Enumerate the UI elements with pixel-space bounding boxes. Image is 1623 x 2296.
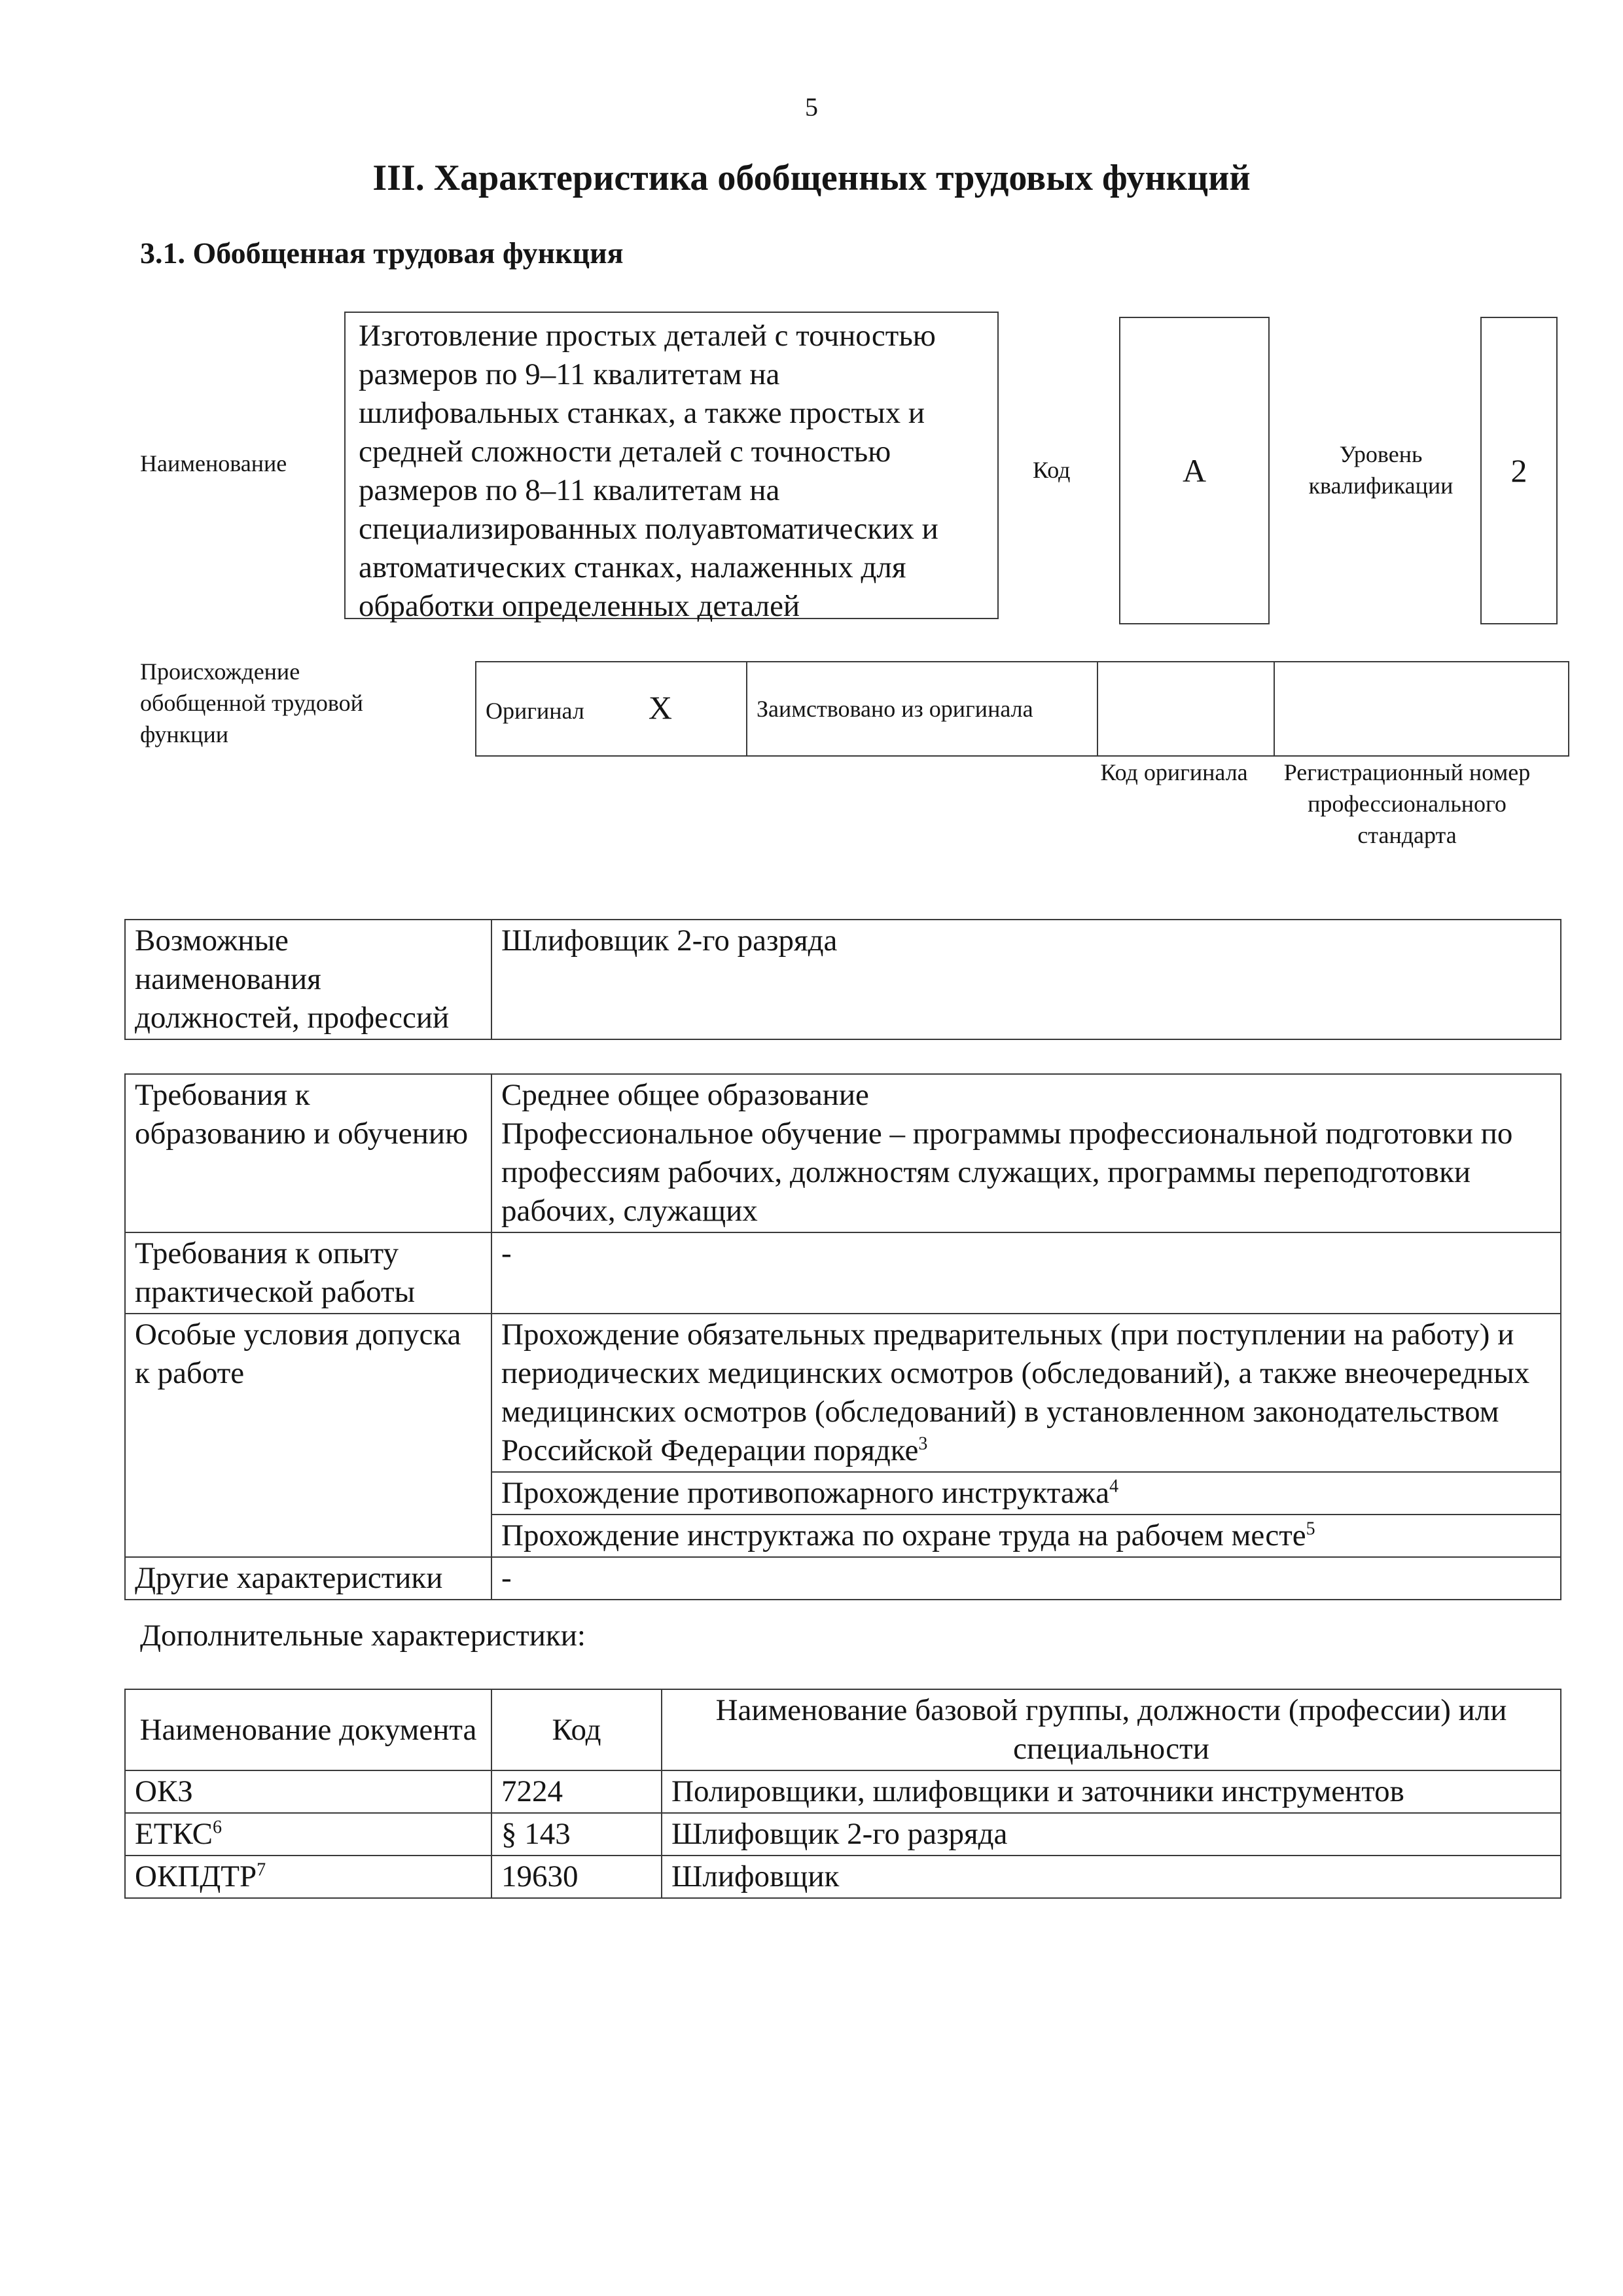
footnote-mark: 5: [1306, 1518, 1315, 1539]
doc-cell: ЕТКС$^6$: [125, 1813, 491, 1856]
code-cell: § 143: [491, 1813, 662, 1856]
table-row: [125, 1813, 1561, 1856]
page-number: 5: [805, 92, 818, 122]
origin-borrowed-label: Заимствовано из оригинала: [757, 696, 1033, 722]
positions-label: Возможные наименования должностей, профессий: [125, 920, 491, 1039]
function-code-value: А: [1182, 452, 1207, 489]
positions-value: Шлифовщик 2-го разряда: [491, 920, 1561, 1039]
additional-header-doc: Наименование документа: [125, 1689, 491, 1770]
qualification-level-box: [1480, 317, 1558, 624]
qualification-level-value: 2: [1510, 452, 1527, 489]
code-label: Код: [1033, 457, 1071, 483]
name-cell: Шлифовщик: [662, 1856, 1561, 1898]
table-row: [125, 1770, 1561, 1813]
origin-code-cell: [1097, 662, 1274, 756]
footnote-mark: 6: [212, 1817, 222, 1838]
additional-header-name: Наименование базовой группы, должности (профессии) или специальности: [662, 1689, 1561, 1770]
footnote-mark: 7: [257, 1859, 266, 1880]
doc-cell: ОКЗ: [125, 1770, 491, 1813]
special-condition-item: Прохождение противопожарного инструктажа$^4$: [491, 1472, 1561, 1515]
function-name-value: Изготовление простых деталей с точностью размеров по 9–11 квалитетам на шлифовальных станках, а также простых и средней сложности деталей с точностью размеров по 8–11 квалитетам на специализированных полуавтоматических и автоматических станках, налаженных для обработки определенных деталей: [359, 319, 938, 623]
origin-reg-number-cell: [1274, 662, 1569, 756]
special-condition-item: Прохождение обязательных предварительных (при поступлении на работу) и периодических медицинских осмотров (обследований), а также внеочередных медицинских осмотров (обследований) в установленном законодательством Российской Федерации порядке$^3$: [491, 1314, 1561, 1472]
name-cell: Полировщики, шлифовщики и заточники инструментов: [662, 1770, 1561, 1813]
qualification-level-label: Уровень квалификации: [1308, 441, 1454, 499]
origin-reg-number-caption: Регистрационный номер профессионального стандарта: [1283, 759, 1531, 848]
requirements-table: [124, 1073, 1561, 1600]
positions-table: [124, 919, 1561, 1040]
special-condition-item: Прохождение инструктажа по охране труда на рабочем месте$^5$: [491, 1515, 1561, 1557]
table-row: [125, 1856, 1561, 1898]
function-name-box: [344, 312, 999, 623]
additional-title: Дополнительные характеристики:: [140, 1619, 586, 1653]
subsection-title: 3.1. Обобщенная трудовая функция: [140, 236, 624, 270]
other-characteristics-label: Другие характеристики: [125, 1557, 491, 1600]
origin-original-label: Оригинал: [486, 697, 584, 724]
function-code-box: [1119, 317, 1270, 624]
other-characteristics-value: -: [491, 1557, 1561, 1600]
origin-borrowed-cell: [747, 662, 1097, 756]
education-label: Требования к образованию и обучению: [125, 1074, 491, 1232]
additional-header-code: Код: [491, 1689, 662, 1770]
footnote-mark: 4: [1109, 1476, 1119, 1497]
additional-table: [124, 1689, 1561, 1899]
name-cell: Шлифовщик 2-го разряда: [662, 1813, 1561, 1856]
experience-label: Требования к опыту практической работы: [125, 1232, 491, 1314]
special-conditions-label: Особые условия допуска к работе: [125, 1314, 491, 1557]
origin-code-caption: Код оригинала: [1100, 759, 1248, 785]
education-line: Профессиональное обучение – программы профессиональной подготовки по профессиям рабочих, должностям служащих, программы переподготовки рабочих, служащих: [501, 1117, 1513, 1228]
origin-label: Происхождение обобщенной трудовой функции: [140, 658, 363, 747]
section-title: III. Характеристика обобщенных трудовых функций: [372, 158, 1251, 198]
code-cell: 7224: [491, 1770, 662, 1813]
footnote-mark: 3: [918, 1433, 928, 1454]
name-label: Наименование: [140, 450, 287, 476]
code-cell: 19630: [491, 1856, 662, 1898]
doc-cell: ОКПДТР$^7$: [125, 1856, 491, 1898]
education-line: Среднее общее образование: [501, 1078, 869, 1112]
origin-table: [475, 661, 1569, 757]
origin-original-mark: X: [648, 689, 672, 726]
experience-value: -: [491, 1232, 1561, 1314]
education-value: [491, 1074, 1561, 1232]
origin-original-cell: [476, 662, 747, 756]
